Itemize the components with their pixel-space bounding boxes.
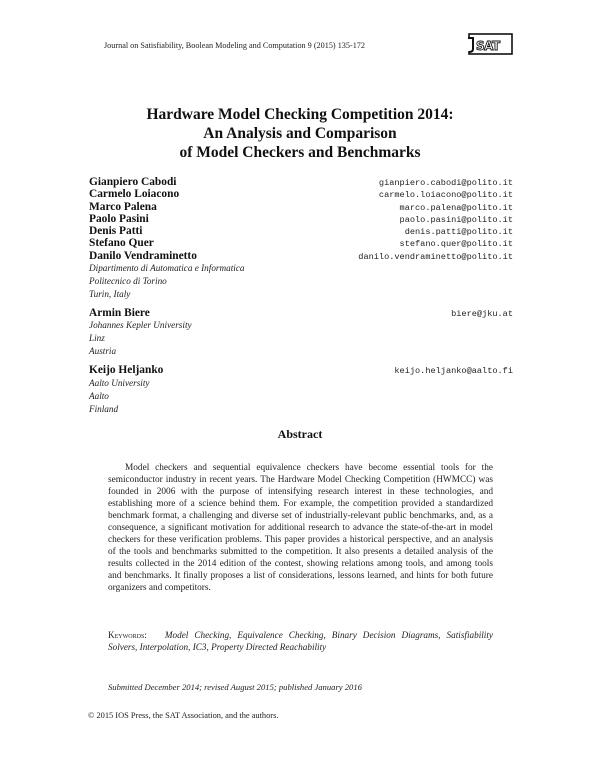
affiliation-line: Linz: [89, 333, 105, 344]
author-email[interactable]: stefano.quer@polito.it: [399, 239, 513, 250]
title-line-1: Hardware Model Checking Competition 2014:: [146, 106, 454, 123]
author-row: [89, 201, 513, 213]
svg-text:SAT: SAT: [476, 39, 500, 53]
abstract-heading: Abstract: [277, 427, 323, 441]
author-name: Stefano Quer: [89, 237, 154, 250]
author-row: [89, 176, 513, 188]
author-name: Marco Palena: [89, 200, 157, 213]
author-name: Keijo Heljanko: [89, 364, 164, 377]
affiliation-line: Turin, Italy: [89, 289, 131, 300]
author-list: [89, 176, 513, 422]
affiliation-line: Finland: [89, 403, 119, 414]
author-row: [89, 213, 513, 225]
author-row: [89, 364, 513, 376]
author-row: [89, 237, 513, 249]
author-name: Carmelo Loiacono: [89, 188, 180, 201]
author-name: Danilo Vendraminetto: [89, 249, 197, 262]
author-row: [89, 188, 513, 200]
affiliation-line: Aalto University: [89, 377, 150, 388]
abstract-body: Model checkers and sequential equivalence checkers have become essential tools for the semiconductor industry in recent years. The Hardware Model Checking Competition (HWMCC) was founded in 2006 with the purpose of intensifying research interest in these technologies, and establishing more of a science behind them. For example, the competition provided a standardized benchmark format, a challenging and diverse set of industrially-relevant public benchmarks, and, as a consequence, a significant motivation for additional research to advance the state-of-the-art in model checkers for these verification problems. This paper provides a historical perspective, and an analysis of the tools and benchmarks submitted to the competition. It also presents a detailed analysis of the results collected in the 2014 edition of the contest, showing relations among tools, and among tools and benchmarks. It finally proposes a list of considerations, lessons learned, and hints for both future organizers and competitors.: [108, 463, 493, 593]
author-group-polito: [89, 176, 513, 301]
author-group-aalto: [89, 364, 513, 415]
keywords-section: [108, 629, 493, 653]
author-email[interactable]: keijo.heljanko@aalto.fi: [394, 366, 513, 377]
author-email[interactable]: gianpiero.cabodi@polito.it: [378, 178, 513, 188]
author-name: Denis Patti: [89, 225, 143, 238]
affiliation-line: Johannes Kepler University: [89, 320, 192, 331]
author-row: [89, 225, 513, 237]
author-name: Gianpiero Cabodi: [89, 176, 177, 188]
author-email[interactable]: carmelo.loiacono@polito.it: [378, 190, 513, 201]
journal-header: Journal on Satisfiability, Boolean Modeling and Computation 9 (2015) 135-172: [104, 41, 365, 50]
affiliation-line: Politecnico di Torino: [89, 276, 167, 287]
paper-title: [0, 105, 600, 162]
author-email[interactable]: paolo.pasini@polito.it: [399, 214, 513, 225]
copyright-notice: © 2015 IOS Press, the SAT Association, and the authors.: [88, 711, 279, 720]
author-email[interactable]: denis.patti@polito.it: [404, 227, 513, 238]
author-group-jku: [89, 307, 513, 358]
jsat-logo: [466, 32, 514, 56]
author-email[interactable]: biere@jku.at: [451, 309, 513, 320]
author-row: [89, 250, 513, 262]
keywords-label: Keywords:: [108, 630, 147, 640]
author-email[interactable]: marco.palena@polito.it: [399, 202, 513, 213]
submission-dates: Submitted December 2014; revised August 2015; published January 2016: [108, 682, 362, 692]
title-line-2: An Analysis and Comparison: [203, 125, 397, 142]
affiliation-line: Dipartimento di Automatica e Informatica: [89, 263, 245, 274]
keywords-list: Model Checking, Equivalence Checking, Binary Decision Diagrams, Satisfiability Solvers, Interpolation, IC3, Property Directed Reachability: [108, 630, 493, 652]
title-line-3: of Model Checkers and Benchmarks: [179, 144, 421, 161]
author-name: Armin Biere: [89, 307, 150, 320]
author-email[interactable]: danilo.vendraminetto@polito.it: [358, 251, 513, 262]
author-name: Paolo Pasini: [89, 212, 149, 225]
affiliation-line: Austria: [89, 346, 117, 357]
affiliation-line: Aalto: [89, 390, 109, 401]
author-row: [89, 307, 513, 319]
